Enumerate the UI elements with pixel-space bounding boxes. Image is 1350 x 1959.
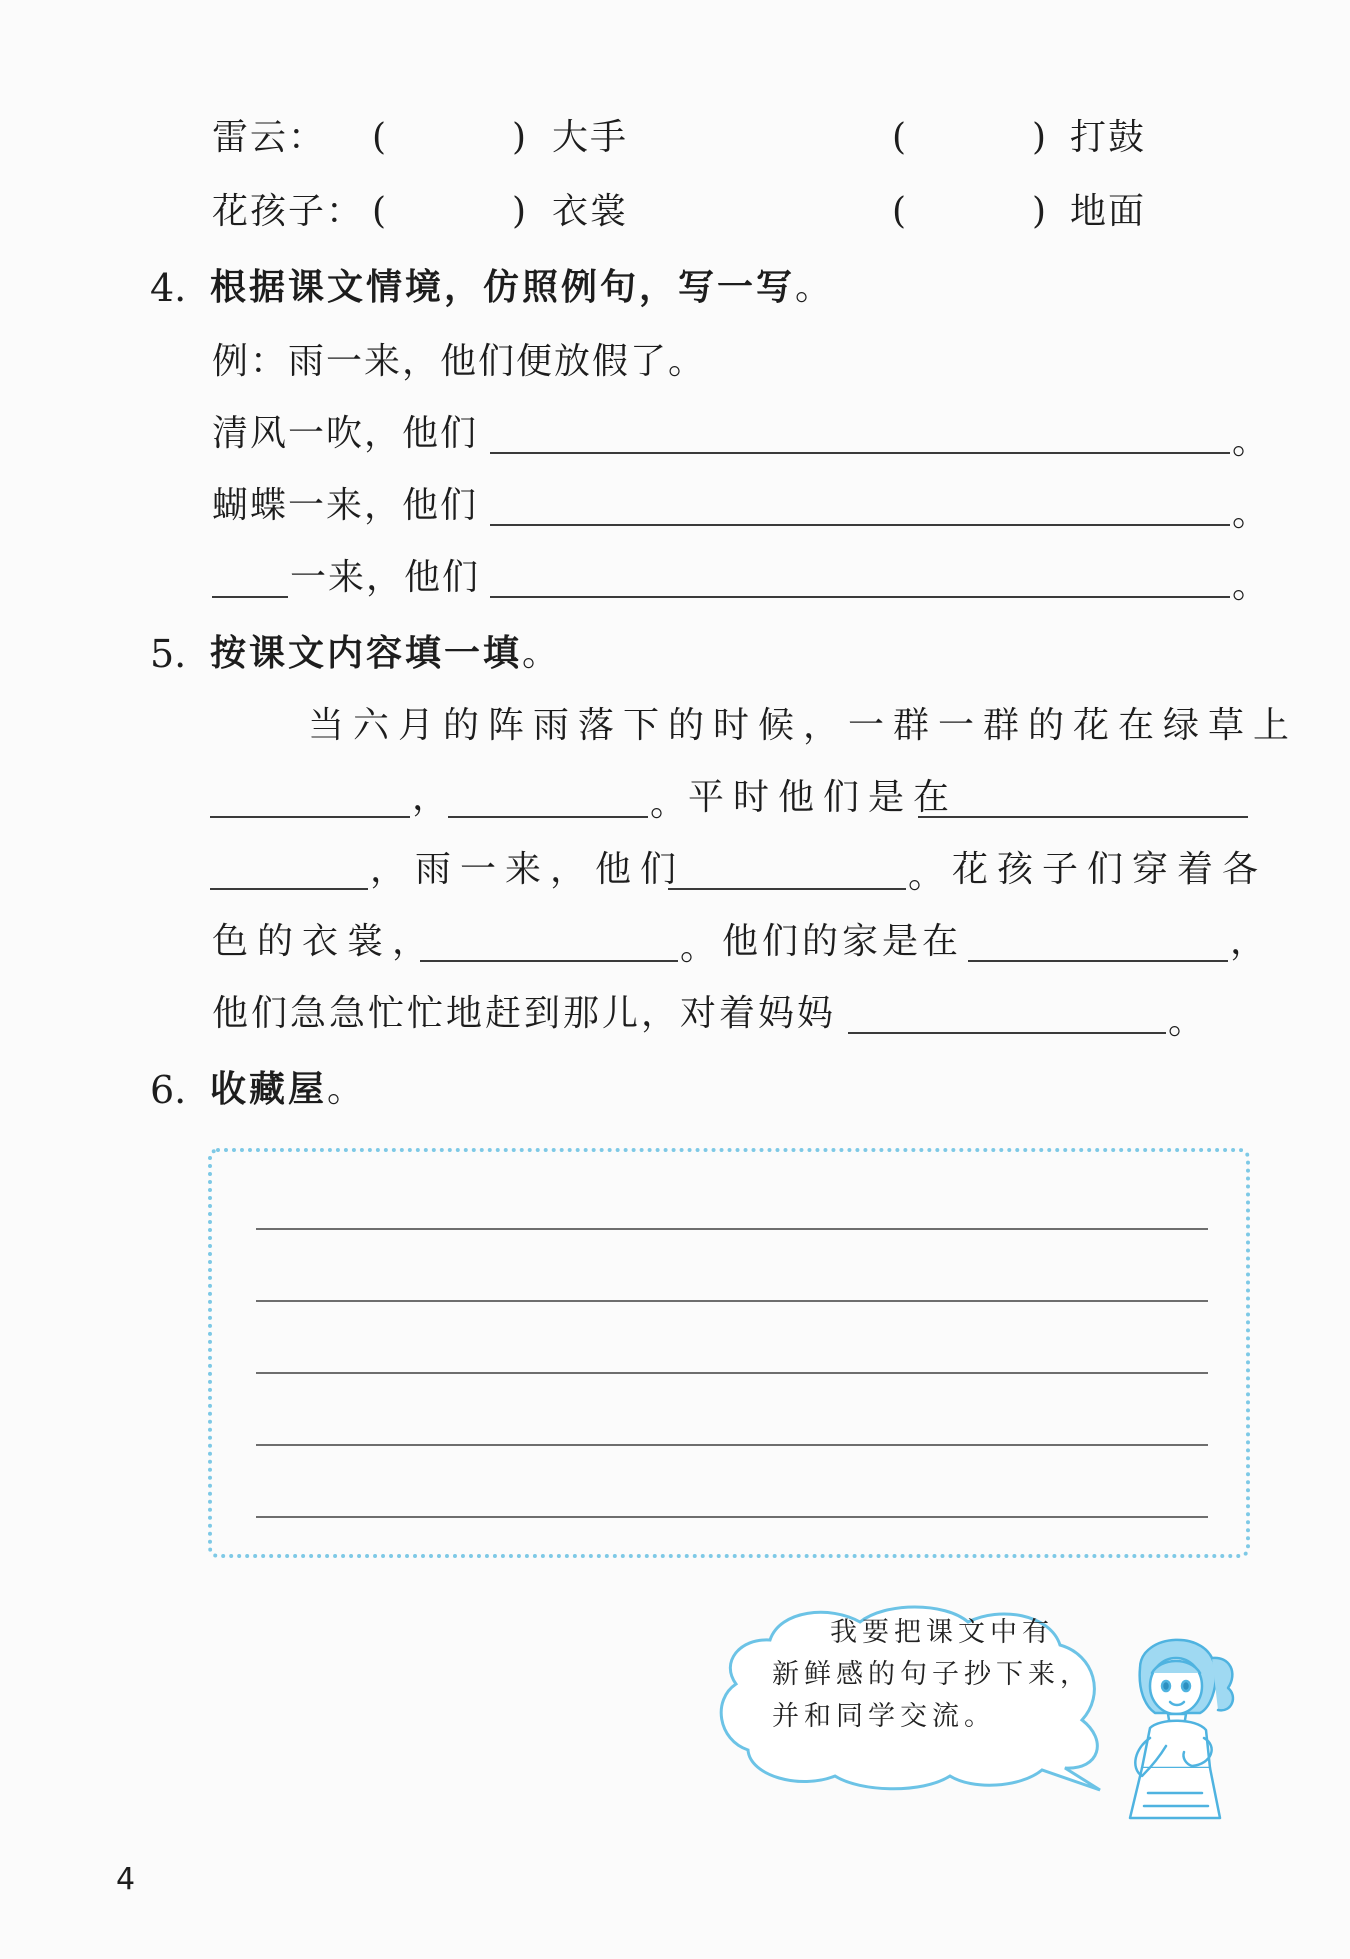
q4-line1-blank[interactable]	[490, 452, 1230, 454]
q5-p2-comma: ，	[412, 777, 451, 818]
q6-title-text: 收藏屋	[210, 1069, 328, 1110]
q5-blank-4[interactable]	[210, 888, 368, 890]
q5-title-text: 按课文内容填一填	[210, 633, 523, 674]
q4-line1-period: 。	[1232, 421, 1271, 462]
q5-p5-period: 。	[1168, 1001, 1207, 1042]
q4-line2-blank[interactable]	[490, 524, 1230, 526]
q5-p5-text: 他们急急忙忙地赶到那儿，对着妈妈	[212, 993, 837, 1034]
collection-writing-line-5[interactable]	[256, 1516, 1208, 1518]
q5-p2-period: 。	[650, 783, 689, 824]
q3-row1-paren-open: (	[372, 117, 387, 158]
q5-p3-period: 。	[908, 855, 947, 896]
q4-line2-period: 。	[1232, 493, 1271, 534]
q3-row2-subject: 花孩子：	[212, 191, 365, 232]
q3-row2-paren2-open: (	[892, 191, 907, 232]
q5-p3-text2: 花孩子们穿着各	[952, 849, 1268, 890]
q5-p2-text: 平时他们是在	[688, 777, 959, 818]
q4-line3-subject-blank[interactable]	[212, 596, 288, 598]
q3-row1-subject: 雷云：	[212, 117, 327, 158]
q4-title-text: 根据课文情境，仿照例句，写一写	[210, 267, 796, 308]
q5-p3-text1: ，雨一来，他们	[370, 849, 686, 890]
collection-writing-line-4[interactable]	[256, 1444, 1208, 1446]
q5-title-end: 。	[522, 633, 562, 674]
collection-writing-line-3[interactable]	[256, 1372, 1208, 1374]
bubble-line-1: 我要把课文中有	[830, 1617, 1054, 1648]
q5-blank-3[interactable]	[918, 816, 1248, 818]
q4-line3-blank[interactable]	[490, 596, 1230, 598]
q4-line3-period: 。	[1232, 565, 1271, 606]
q4-line3-prompt: 一来，他们	[290, 557, 481, 598]
q3-row1-paren2-open: (	[892, 117, 907, 158]
q3-row1-paren-close: )	[512, 117, 527, 158]
q3-row2-paren-close: )	[512, 191, 527, 232]
q5-blank-8[interactable]	[848, 1032, 1166, 1034]
q5-number: 5.	[150, 632, 187, 676]
q5-blank-5[interactable]	[668, 888, 906, 890]
q6-title	[210, 1068, 366, 1112]
q3-row2-paren2-close: )	[1032, 191, 1047, 232]
q5-paragraph-line1: 当六月的阵雨落下的时候，一群一群的花在绿草上	[308, 705, 1299, 746]
q5-title	[210, 632, 561, 676]
q4-title	[210, 266, 834, 310]
q5-p4-text2: 他们的家是在	[722, 921, 963, 962]
bubble-line-3: 并和同学交流。	[772, 1701, 996, 1732]
q5-p4-text1: 色的衣裳，	[212, 921, 438, 962]
q5-p4-period: 。	[680, 927, 719, 968]
collection-box	[208, 1148, 1250, 1558]
q3-row2-paren-open: (	[372, 191, 387, 232]
q6-number: 6.	[150, 1068, 187, 1112]
q3-row2-word2: 地面	[1070, 191, 1147, 232]
collection-writing-line-2[interactable]	[256, 1300, 1208, 1302]
q5-blank-7[interactable]	[968, 960, 1228, 962]
q6-title-end: 。	[327, 1069, 367, 1110]
q4-number: 4.	[150, 266, 187, 310]
q4-title-end: 。	[795, 267, 835, 308]
q3-row1-word2: 打鼓	[1070, 117, 1147, 158]
bubble-line-2: 新鲜感的句子抄下来，	[772, 1659, 1092, 1690]
q4-line2-prompt: 蝴蝶一来，他们	[212, 485, 479, 526]
q5-blank-2[interactable]	[448, 816, 648, 818]
collection-writing-line-1[interactable]	[256, 1228, 1208, 1230]
page-number: 4	[116, 1862, 136, 1897]
girl-illustration	[1100, 1618, 1250, 1828]
q5-blank-1[interactable]	[210, 816, 410, 818]
q3-row1-word1: 大手	[552, 117, 629, 158]
q5-p4-comma: ，	[1230, 921, 1269, 962]
q3-row2-word1: 衣裳	[552, 191, 629, 232]
q4-line1-prompt: 清风一吹，他们	[212, 413, 479, 454]
q4-example: 例：雨一来，他们便放假了。	[212, 341, 707, 382]
q5-blank-6[interactable]	[420, 960, 678, 962]
q3-row1-paren2-close: )	[1032, 117, 1047, 158]
